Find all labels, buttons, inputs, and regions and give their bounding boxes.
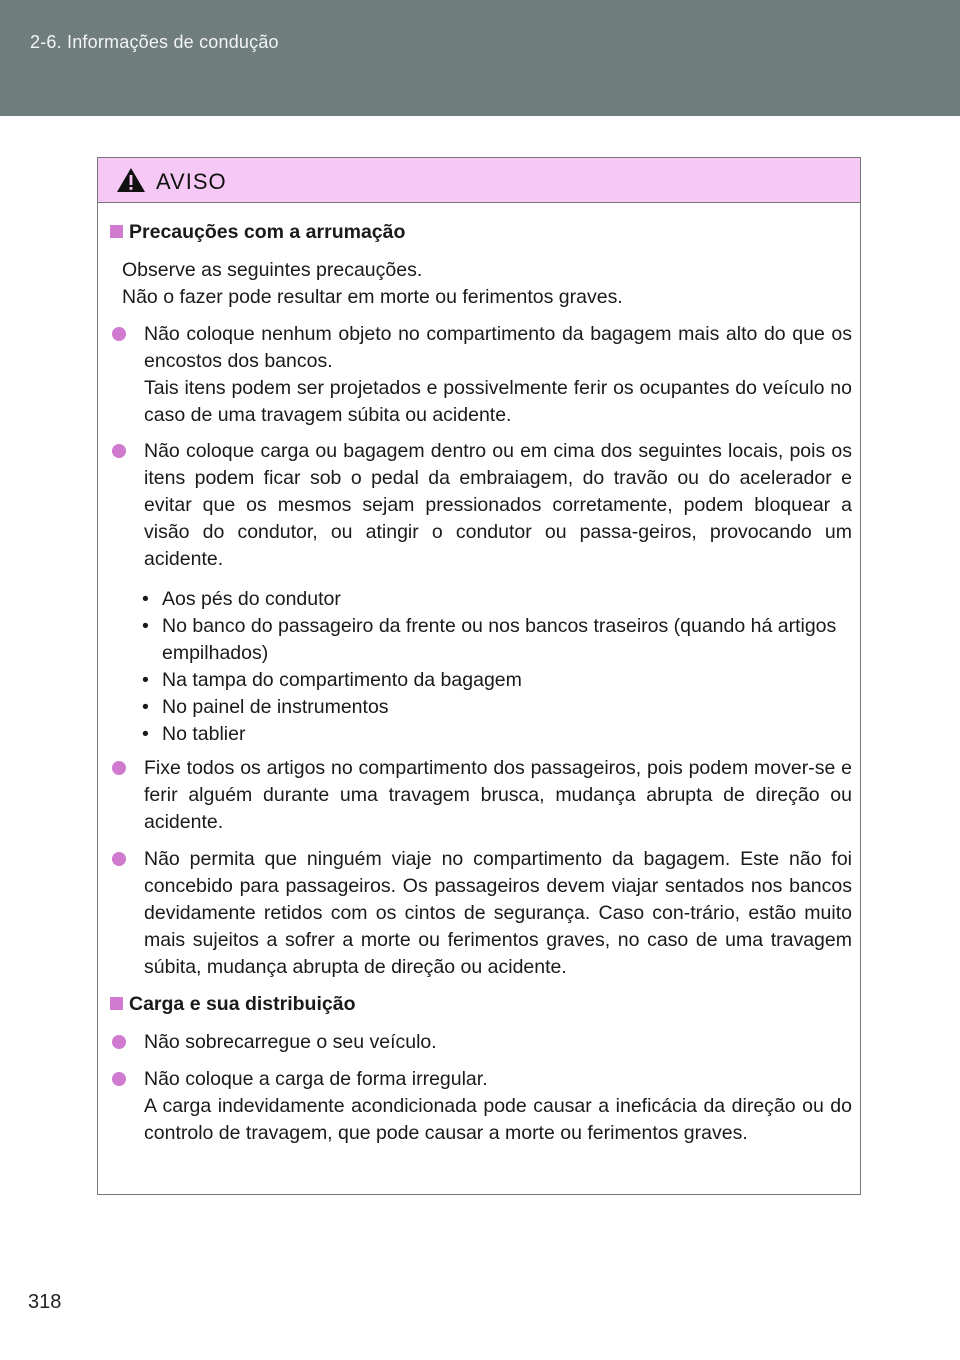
sub-bullet-marker: •	[142, 669, 149, 691]
bullet-dot-icon	[112, 852, 126, 866]
header-band	[0, 0, 960, 116]
list-item	[112, 1029, 852, 1056]
section-heading-text: Precauções com a arrumação	[129, 221, 406, 243]
bullet-note: A carga indevidamente acondicionada pode causar a ineficácia da direção ou do controlo de travagem, que pode causar a morte ou ferimentos graves.	[144, 1095, 852, 1144]
intro-line: Observe as seguintes precauções.	[122, 259, 423, 281]
warning-box	[97, 157, 861, 1195]
list-item	[112, 321, 852, 429]
sub-bullet-marker: •	[142, 696, 149, 718]
sub-list-item	[142, 721, 842, 748]
sub-bullet-marker: •	[142, 588, 149, 610]
bullet-text: Não coloque nenhum objeto no compartimento da bagagem mais alto do que os encostos dos bancos.	[144, 323, 852, 372]
sub-bullet-marker: •	[142, 723, 149, 745]
bullet-text: Não coloque a carga de forma irregular.	[144, 1068, 488, 1090]
sub-list-text: Na tampa do compartimento da bagagem	[162, 669, 522, 691]
section-heading-text: Carga e sua distribuição	[129, 993, 356, 1015]
section-heading	[110, 219, 405, 246]
sub-list-item	[142, 694, 842, 721]
sub-list-item	[142, 586, 842, 613]
warning-header	[98, 158, 860, 203]
section-heading	[110, 991, 356, 1018]
bullet-dot-icon	[112, 1072, 126, 1086]
section-title: 2-6. Informações de condução	[30, 32, 279, 52]
list-item	[112, 755, 852, 836]
list-item	[112, 846, 852, 981]
sub-bullet-marker: •	[142, 615, 149, 637]
sub-list-item	[142, 613, 842, 667]
list-item	[112, 1066, 852, 1147]
bullet-text: Não coloque carga ou bagagem dentro ou em cima dos seguintes locais, pois os itens podem ficar sob o pedal da embraiagem, do travão ou do acelerador e evitar que os mesmos sejam pressionados corretamente, podem bloquear a visão do condutor, ou atingir o condutor ou passa-geiros, provocando um acidente.	[144, 440, 852, 570]
bullet-dot-icon	[112, 761, 126, 775]
intro-line: Não o fazer pode resultar em morte ou ferimentos graves.	[122, 286, 623, 308]
sub-list-text: No painel de instrumentos	[162, 696, 389, 718]
bullet-dot-icon	[112, 327, 126, 341]
bullet-note: Tais itens podem ser projetados e possivelmente ferir os ocupantes do veículo no caso de uma travagem súbita ou acidente.	[144, 377, 852, 426]
bullet-text: Fixe todos os artigos no compartimento dos passageiros, pois podem mover-se e ferir alguém durante uma travagem brusca, mudança abrupta de direção ou acidente.	[144, 757, 852, 833]
bullet-text: Não sobrecarregue o seu veículo.	[144, 1031, 437, 1053]
section-square-icon	[110, 225, 123, 238]
list-item	[112, 438, 852, 573]
page-number: 318	[28, 1291, 62, 1313]
sub-list-text: No tablier	[162, 723, 246, 745]
sub-list-text: No banco do passageiro da frente ou nos bancos traseiros (quando há artigos empilhados)	[162, 615, 837, 664]
bullet-dot-icon	[112, 444, 126, 458]
bullet-text: Não permita que ninguém viaje no compartimento da bagagem. Este não foi concebido para passageiros. Os passageiros devem viajar sentados nos bancos devidamente retidos com os cintos de segurança. Caso con-trário, estão muito mais sujeitos a sofrer a morte ou ferimentos graves, no caso de uma travagem súbita, mudança abrupta de direção ou acidente.	[144, 848, 852, 978]
warning-label: AVISO	[156, 169, 227, 194]
bullet-dot-icon	[112, 1035, 126, 1049]
section-square-icon	[110, 997, 123, 1010]
sub-list-item	[142, 667, 842, 694]
warning-triangle-icon	[116, 167, 146, 193]
sub-list-text: Aos pés do condutor	[162, 588, 341, 610]
